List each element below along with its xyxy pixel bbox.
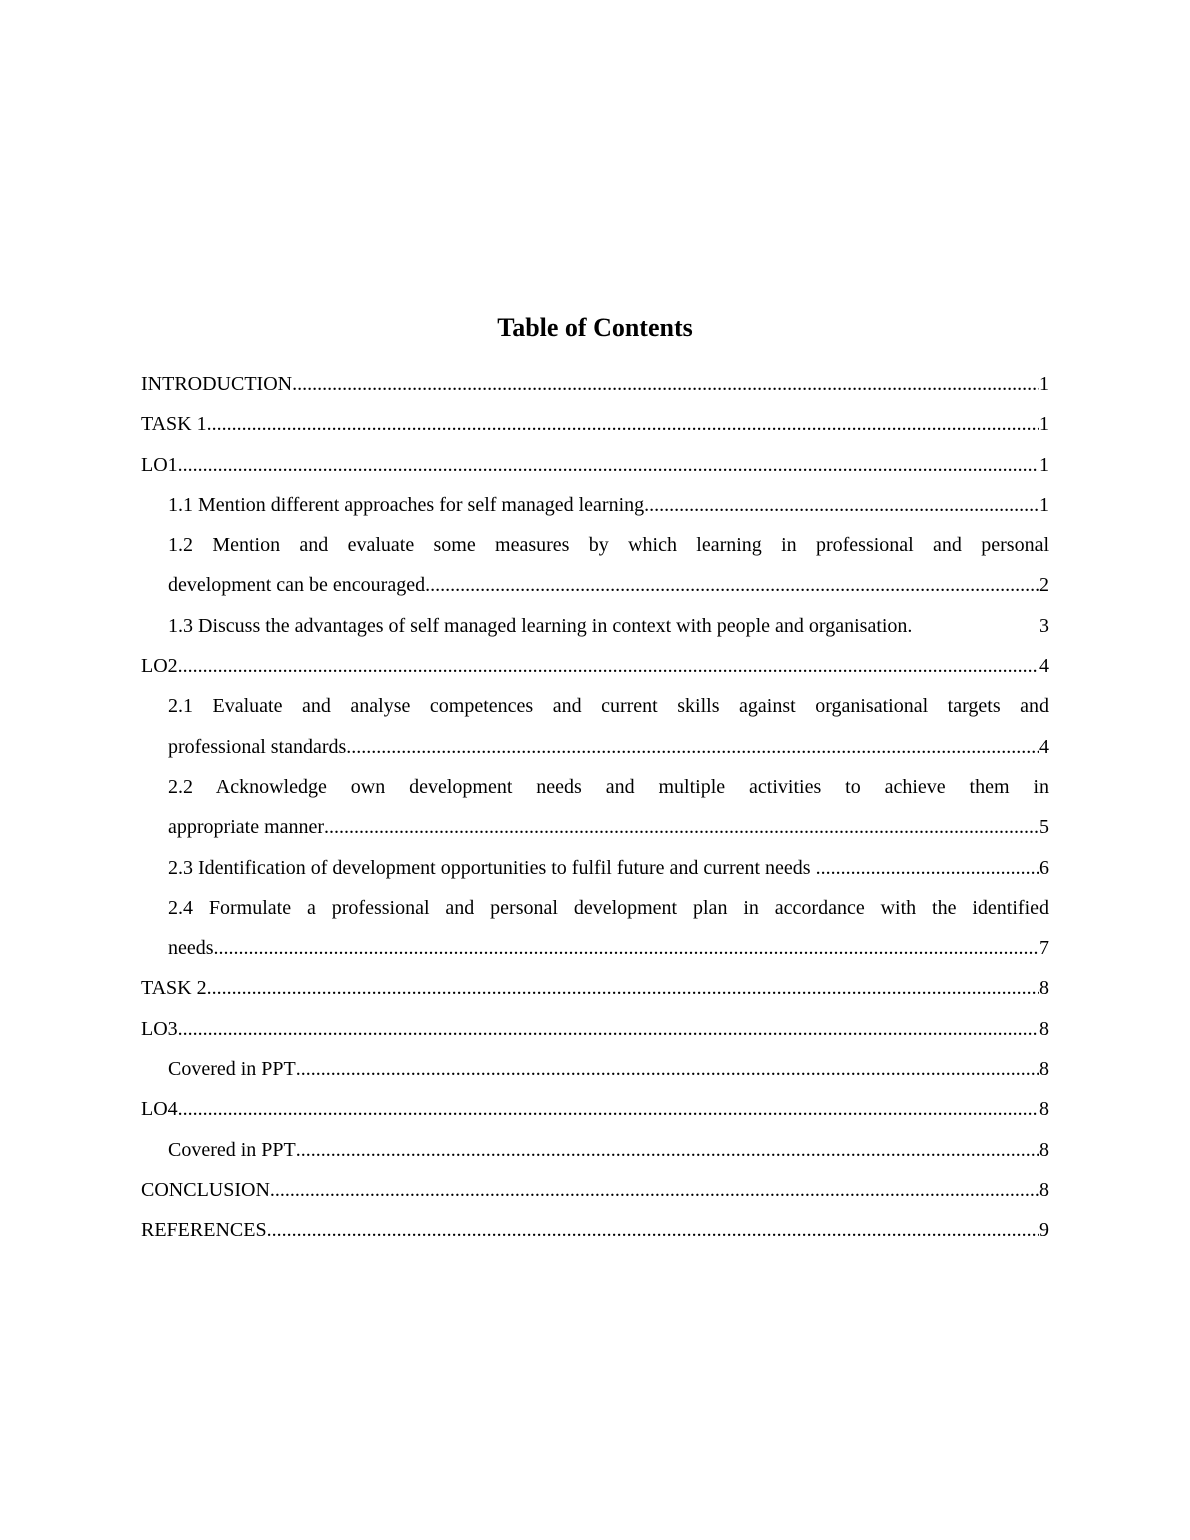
toc-page-number: 1 [1039, 493, 1049, 516]
toc-leader-dots [346, 727, 1039, 767]
toc-page-number: 8 [1039, 1058, 1049, 1081]
toc-entry-conclusion[interactable] [141, 1170, 1049, 1210]
toc-entry-task-1[interactable] [141, 404, 1049, 444]
toc-entry-text: TASK 2 [141, 977, 207, 1000]
toc-entry-text: Covered in PPT [168, 1058, 296, 1081]
toc-page-number: 1 [1039, 453, 1049, 476]
toc-leader-dots [292, 364, 1039, 404]
toc-entry-text-line-1: 2.4 Formulate a professional and personal development plan in accordance with the identified [168, 896, 1049, 919]
toc-leader-dots [178, 445, 1039, 485]
toc-leader-dots [178, 1089, 1039, 1129]
toc-entry-text-line-2: development can be encouraged [168, 574, 426, 597]
toc-leader-dots [178, 1009, 1039, 1049]
toc-entry-text: INTRODUCTION [141, 373, 293, 395]
toc-entry-text: 1.1 Mention different approaches for self managed learning [168, 493, 645, 516]
toc-tab-gap [912, 606, 1039, 646]
toc-page-number: 9 [1039, 1219, 1049, 1242]
toc-leader-dots [324, 807, 1039, 847]
toc-page-number: 4 [1039, 655, 1049, 678]
toc-entry-text-line-2-row [168, 565, 1049, 605]
toc-entry-text-line-2: appropriate manner [168, 816, 325, 839]
toc-entry-lo4[interactable] [141, 1089, 1049, 1129]
toc-entry-text: LO3 [141, 1017, 178, 1040]
toc-page-number: 3 [1039, 614, 1049, 637]
toc-leader-dots [816, 848, 1039, 888]
toc-page-number: 1 [1039, 373, 1049, 395]
toc-entry-text: LO1 [141, 453, 178, 476]
toc-page-number: 8 [1039, 1178, 1049, 1201]
toc-page-number: 8 [1039, 1098, 1049, 1121]
toc-entry-text-line-1: 1.2 Mention and evaluate some measures by which learning in professional and personal [168, 534, 1049, 557]
toc-entry-text: CONCLUSION [141, 1178, 270, 1201]
toc-page-number: 5 [1039, 816, 1049, 839]
toc-entry-1-1[interactable] [141, 485, 1049, 525]
toc-entry-references[interactable] [141, 1210, 1049, 1250]
toc-page-number: 8 [1039, 977, 1049, 1000]
toc-entry-text: 2.3 Identification of development opportunities to fulfil future and current needs [168, 856, 816, 879]
toc-leader-dots [425, 565, 1039, 605]
toc-page-number: 6 [1039, 856, 1049, 879]
toc-entry-text-line-1: 2.1 Evaluate and analyse competences and current skills against organisational targets and [168, 695, 1049, 718]
toc-entry-text-line-2: professional standards [168, 735, 347, 758]
toc-leader-dots [207, 404, 1039, 444]
toc-entry-2-4[interactable] [141, 888, 1049, 969]
toc-entry-lo3-covered-in-ppt[interactable] [141, 1049, 1049, 1089]
toc-leader-dots [207, 968, 1039, 1008]
toc-entry-text-line-2: needs [168, 937, 214, 960]
toc-entry-text: LO2 [141, 655, 178, 678]
toc-entry-text-line-1: 2.2 Acknowledge own development needs and multiple activities to achieve them in [168, 775, 1049, 798]
toc-page-number: 8 [1039, 1017, 1049, 1040]
toc-page-number: 4 [1039, 735, 1049, 758]
toc-entry-1-2[interactable] [141, 525, 1049, 606]
toc-entry-text-line-2-row [168, 928, 1049, 968]
toc-leader-dots [644, 485, 1039, 525]
toc-entry-text: 1.3 Discuss the advantages of self managed learning in context with people and organisation. [168, 614, 913, 637]
page-title: Table of Contents [497, 313, 693, 342]
toc-leader-dots [267, 1210, 1039, 1250]
toc-entry-text: LO4 [141, 1098, 178, 1121]
toc-entry-2-3[interactable] [141, 848, 1049, 888]
toc-list [141, 364, 1049, 1251]
toc-entry-introduction[interactable] [141, 364, 1049, 404]
toc-entry-2-2[interactable] [141, 767, 1049, 848]
toc-leader-dots [296, 1130, 1039, 1170]
toc-page-number: 1 [1039, 413, 1049, 436]
toc-leader-dots [178, 646, 1039, 686]
toc-leader-dots [214, 928, 1039, 968]
toc-entry-text-line-2-row [168, 727, 1049, 767]
toc-entry-text-line-2-row [168, 807, 1049, 847]
toc-page-number: 7 [1039, 937, 1049, 960]
toc-entry-lo2[interactable] [141, 646, 1049, 686]
toc-page-number: 8 [1039, 1138, 1049, 1161]
toc-entry-lo3[interactable] [141, 1009, 1049, 1049]
toc-entry-text: REFERENCES [141, 1219, 267, 1242]
toc-page-number: 2 [1039, 574, 1049, 597]
toc-entry-text: Covered in PPT [168, 1138, 296, 1161]
toc-entry-2-1[interactable] [141, 686, 1049, 767]
toc-entry-1-3[interactable] [141, 606, 1049, 646]
toc-entry-lo4-covered-in-ppt[interactable] [141, 1130, 1049, 1170]
toc-leader-dots [270, 1170, 1039, 1210]
toc-entry-text: TASK 1 [141, 413, 207, 436]
toc-entry-task-2[interactable] [141, 968, 1049, 1008]
toc-entry-lo1[interactable] [141, 445, 1049, 485]
toc-leader-dots [296, 1049, 1039, 1089]
